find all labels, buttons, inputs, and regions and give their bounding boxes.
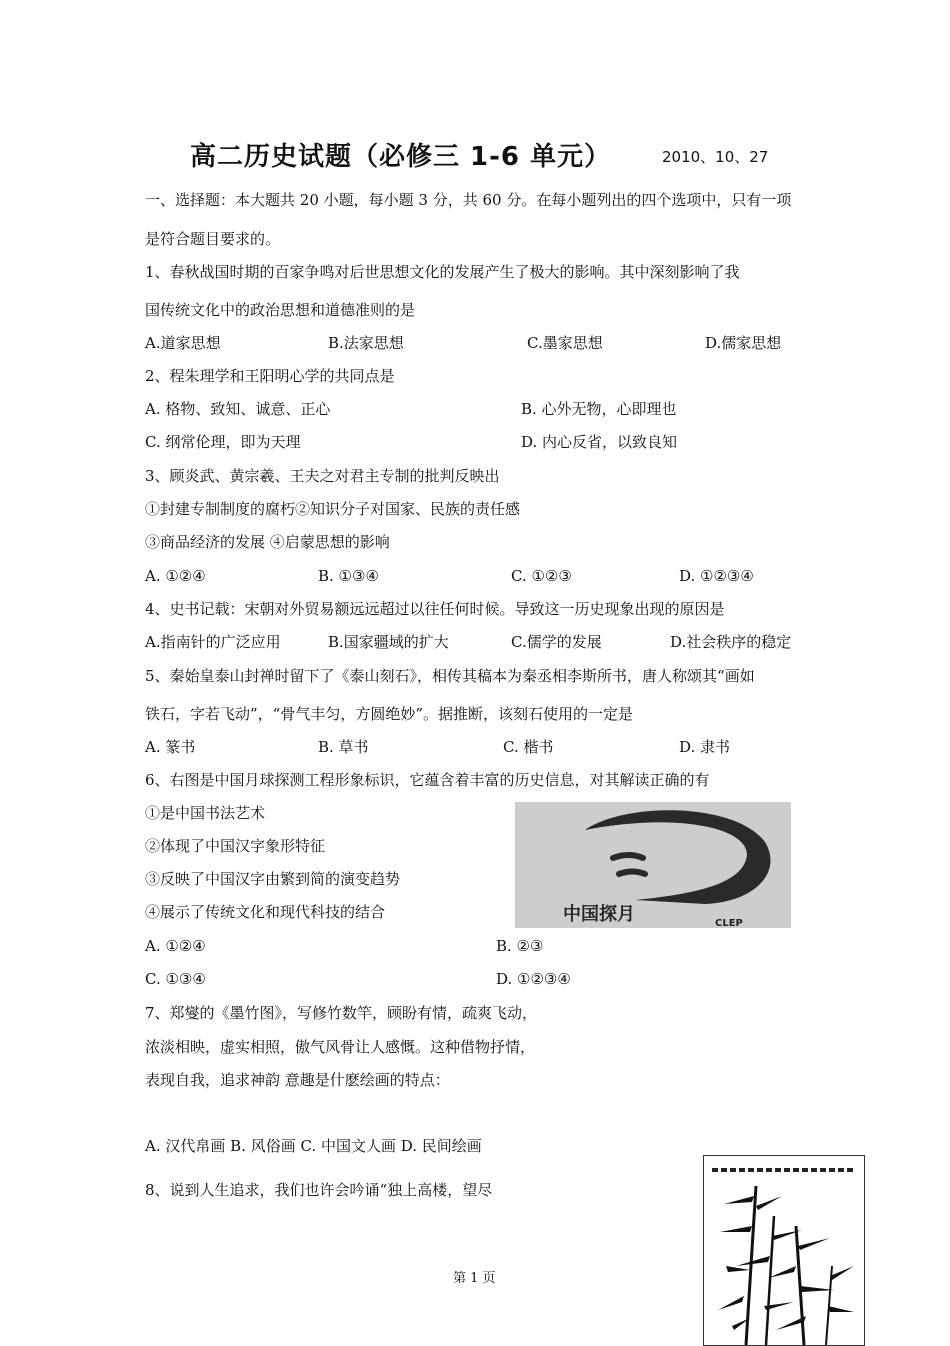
q6-option-c: C. ①③④ [145,970,206,988]
q4-option-d: D.社会秩序的稳定 [670,633,792,651]
section-intro-line1: 一、选择题：本大题共 20 小题，每小题 3 分，共 60 分。在每小题列出的四个选项中，只有一项 [145,191,792,209]
bamboo-graphic [704,1156,864,1345]
lunar-exploration-logo-image [515,802,791,928]
q2-option-a: A. 格物、致知、诚意、正心 [145,400,331,418]
section-intro-line2: 是符合题目要求的。 [145,230,281,248]
q6-option-b: B. ②③ [496,937,544,955]
q1-option-a: A.道家思想 [145,334,221,352]
page-number: 第 1 页 [453,1271,496,1286]
q2-option-c: C. 纲常伦理，即为天理 [145,433,301,451]
q1-option-c: C.墨家思想 [527,334,603,352]
q1-stem-line2: 国传统文化中的政治思想和道德准则的是 [145,301,416,319]
q6-item-2: ②体现了中国汉字象形特征 [145,837,326,855]
q3-items-line1: ①封建专制制度的腐朽②知识分子对国家、民族的责任感 [145,500,521,518]
q4-stem: 4、史书记载：宋朝对外贸易额远远超过以往任何时候。导致这一历史现象出现的原因是 [145,600,725,618]
q3-option-d: D. ①②③④ [679,567,754,585]
q3-stem: 3、顾炎武、黄宗羲、王夫之对君主专制的批判反映出 [145,467,500,485]
q6-item-3: ③反映了中国汉字由繁到简的演变趋势 [145,870,401,888]
page-title: 高二历史试题（必修三 1-6 单元） [190,142,612,172]
exam-date: 2010、10、27 [662,148,769,166]
q7-stem-line3: 表现自我，追求神韵 意趣是什麽绘画的特点： [145,1071,450,1089]
q1-option-b: B.法家思想 [328,334,404,352]
q5-option-c: C. 楷书 [503,738,554,756]
q6-item-4: ④展示了传统文化和现代科技的结合 [145,903,386,921]
logo-cn-text: 中国探月 [563,904,635,925]
q3-items-line2: ③商品经济的发展 ④启蒙思想的影响 [145,533,390,551]
ink-bamboo-painting-image [703,1155,865,1346]
q6-stem: 6、右图是中国月球探测工程形象标识，它蕴含着丰富的历史信息，对其解读正确的有 [145,771,710,789]
q7-stem-line2: 浓淡相映，虚实相照，傲气风骨让人感慨。这种借物抒情， [145,1038,536,1056]
q2-option-d: D. 内心反省，以致良知 [521,433,678,451]
q5-stem-line2: 铁石，字若飞动”，“骨气丰匀，方圆绝妙”。据推断，该刻石使用的一定是 [145,705,634,723]
lunar-logo-graphic [515,802,791,928]
q7-options: A. 汉代帛画 B. 风俗画 C. 中国文人画 D. 民间绘画 [145,1137,482,1155]
q3-option-a: A. ①②④ [145,567,206,585]
logo-en-text: CLEP [715,918,743,928]
q3-option-b: B. ①③④ [318,567,379,585]
q1-stem-line1: 1、春秋战国时期的百家争鸣对后世思想文化的发展产生了极大的影响。其中深刻影响了我 [145,263,740,281]
q3-option-c: C. ①②③ [511,567,572,585]
q5-option-a: A. 篆书 [145,738,196,756]
q4-option-a: A.指南针的广泛应用 [145,633,281,651]
q4-option-b: B.国家疆域的扩大 [328,633,449,651]
q7-stem-line1: 7、郑燮的《墨竹图》，写修竹数竿，顾盼有情，疏爽飞动， [145,1004,538,1022]
q2-stem: 2、程朱理学和王阳明心学的共同点是 [145,367,395,385]
q1-option-d: D.儒家思想 [705,334,782,352]
q5-stem-line1: 5、秦始皇泰山封禅时留下了《泰山刻石》，相传其稿本为秦丞相李斯所书，唐人称颂其“画如 [145,667,755,685]
q6-option-a: A. ①②④ [145,937,206,955]
q5-option-b: B. 草书 [318,738,369,756]
q8-stem-line1: 8、说到人生追求，我们也许会吟诵“独上高楼，望尽 [145,1181,493,1199]
q2-option-b: B. 心外无物，心即理也 [521,400,677,418]
q5-option-d: D. 隶书 [679,738,731,756]
q6-option-d: D. ①②③④ [496,970,571,988]
q6-item-1: ①是中国书法艺术 [145,804,266,822]
q4-option-c: C.儒学的发展 [511,633,602,651]
